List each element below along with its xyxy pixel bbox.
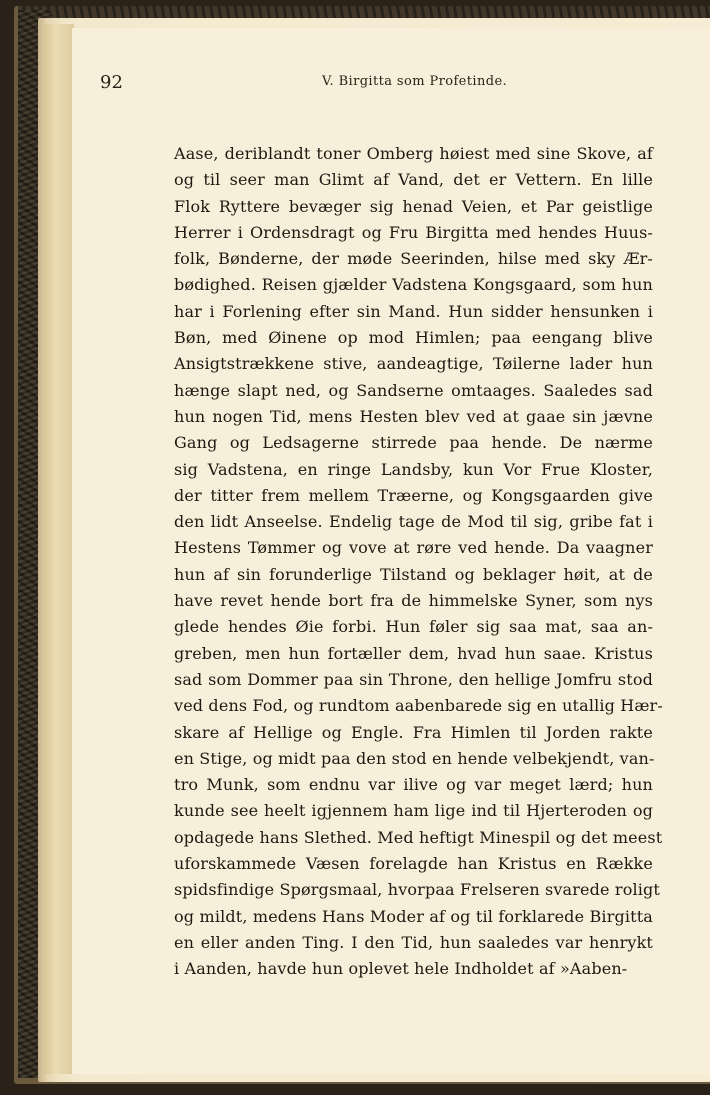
body-text <box>174 141 663 983</box>
text-line: bødighed. Reisen gjælder Vadstena Kongsgaard, som hun <box>174 275 653 295</box>
text-line: hænge slapt ned, og Sandserne omtaages. Saaledes sad <box>174 380 653 400</box>
text-line: glede hendes Øie forbi. Hun føler sig saa mat, saa an- <box>174 617 653 637</box>
text-line: greben, men hun fortæller dem, hvad hun saae. Kristus <box>174 643 653 663</box>
text-line: have revet hende bort fra de himmelske Syner, som nys <box>174 591 653 611</box>
text-line: skare af Hellige og Engle. Fra Himlen til Jorden rakte <box>174 722 653 742</box>
text-line: Flok Ryttere bevæger sig henad Veien, et Par geistlige <box>174 196 653 216</box>
text-line: Gang og Ledsagerne stirrede paa hende. De nærme <box>174 433 653 453</box>
text-line: Hestens Tømmer og vove at røre ved hende. Da vaagner <box>174 538 653 558</box>
text-line: folk, Bønderne, der møde Seerinden, hilse med sky Ær- <box>174 249 653 269</box>
text-line: hun af sin forunderlige Tilstand og beklager høit, at de <box>174 564 653 584</box>
text-line: den lidt Anseelse. Endelig tage de Mod til sig, gribe fat i <box>174 512 653 532</box>
text-line: kunde see heelt igjennem ham lige ind til Hjerteroden og <box>174 801 653 821</box>
text-line: ved dens Fod, og rundtom aabenbarede sig en utallig Hær- <box>174 696 663 716</box>
page-number: 92 <box>100 72 123 93</box>
text-line: i Aanden, havde hun oplevet hele Indholdet af »Aaben- <box>174 959 628 979</box>
text-line: sad som Dommer paa sin Throne, den hellige Jomfru stod <box>174 669 653 689</box>
text-line: og til seer man Glimt af Vand, det er Vettern. En lille <box>174 170 653 190</box>
page-header <box>100 72 710 112</box>
text-line: uforskammede Væsen forelagde han Kristus en Række <box>174 854 653 874</box>
text-line: Aase, deriblandt toner Omberg høiest med sine Skove, af <box>174 144 653 163</box>
text-line: en Stige, og midt paa den stod en hende velbekjendt, van- <box>174 748 655 768</box>
text-line: hun nogen Tid, mens Hesten blev ved at gaae sin jævne <box>174 406 653 426</box>
text-line: Bøn, med Øinene op mod Himlen; paa eengang blive <box>174 328 653 348</box>
text-line: opdagede hans Slethed. Med heftigt Minespil og det meest <box>174 827 663 847</box>
text-line: sig Vadstena, en ringe Landsby, kun Vor Frue Kloster, <box>174 459 653 479</box>
page-gutter <box>44 24 74 1074</box>
text-line: har i Forlening efter sin Mand. Hun sidder hensunken i <box>174 301 653 321</box>
text-line: Ansigtstrækkene stive, aandeagtige, Tøilerne lader hun <box>174 354 653 374</box>
text-line: Herrer i Ordensdragt og Fru Birgitta med hendes Huus- <box>174 222 653 242</box>
running-head: V. Birgitta som Profetinde. <box>322 74 508 89</box>
text-line: en eller anden Ting. I den Tid, hun saaledes var henrykt <box>174 932 653 952</box>
text-line: spidsfindige Spørgsmaal, hvorpaa Frelseren svarede roligt <box>174 880 660 900</box>
text-line: og mildt, medens Hans Moder af og til forklarede Birgitta <box>174 906 653 926</box>
text-line: der titter frem mellem Træerne, og Kongsgaarden give <box>174 485 653 505</box>
text-line: tro Munk, som endnu var ilive og var meget lærd; hun <box>174 775 653 795</box>
